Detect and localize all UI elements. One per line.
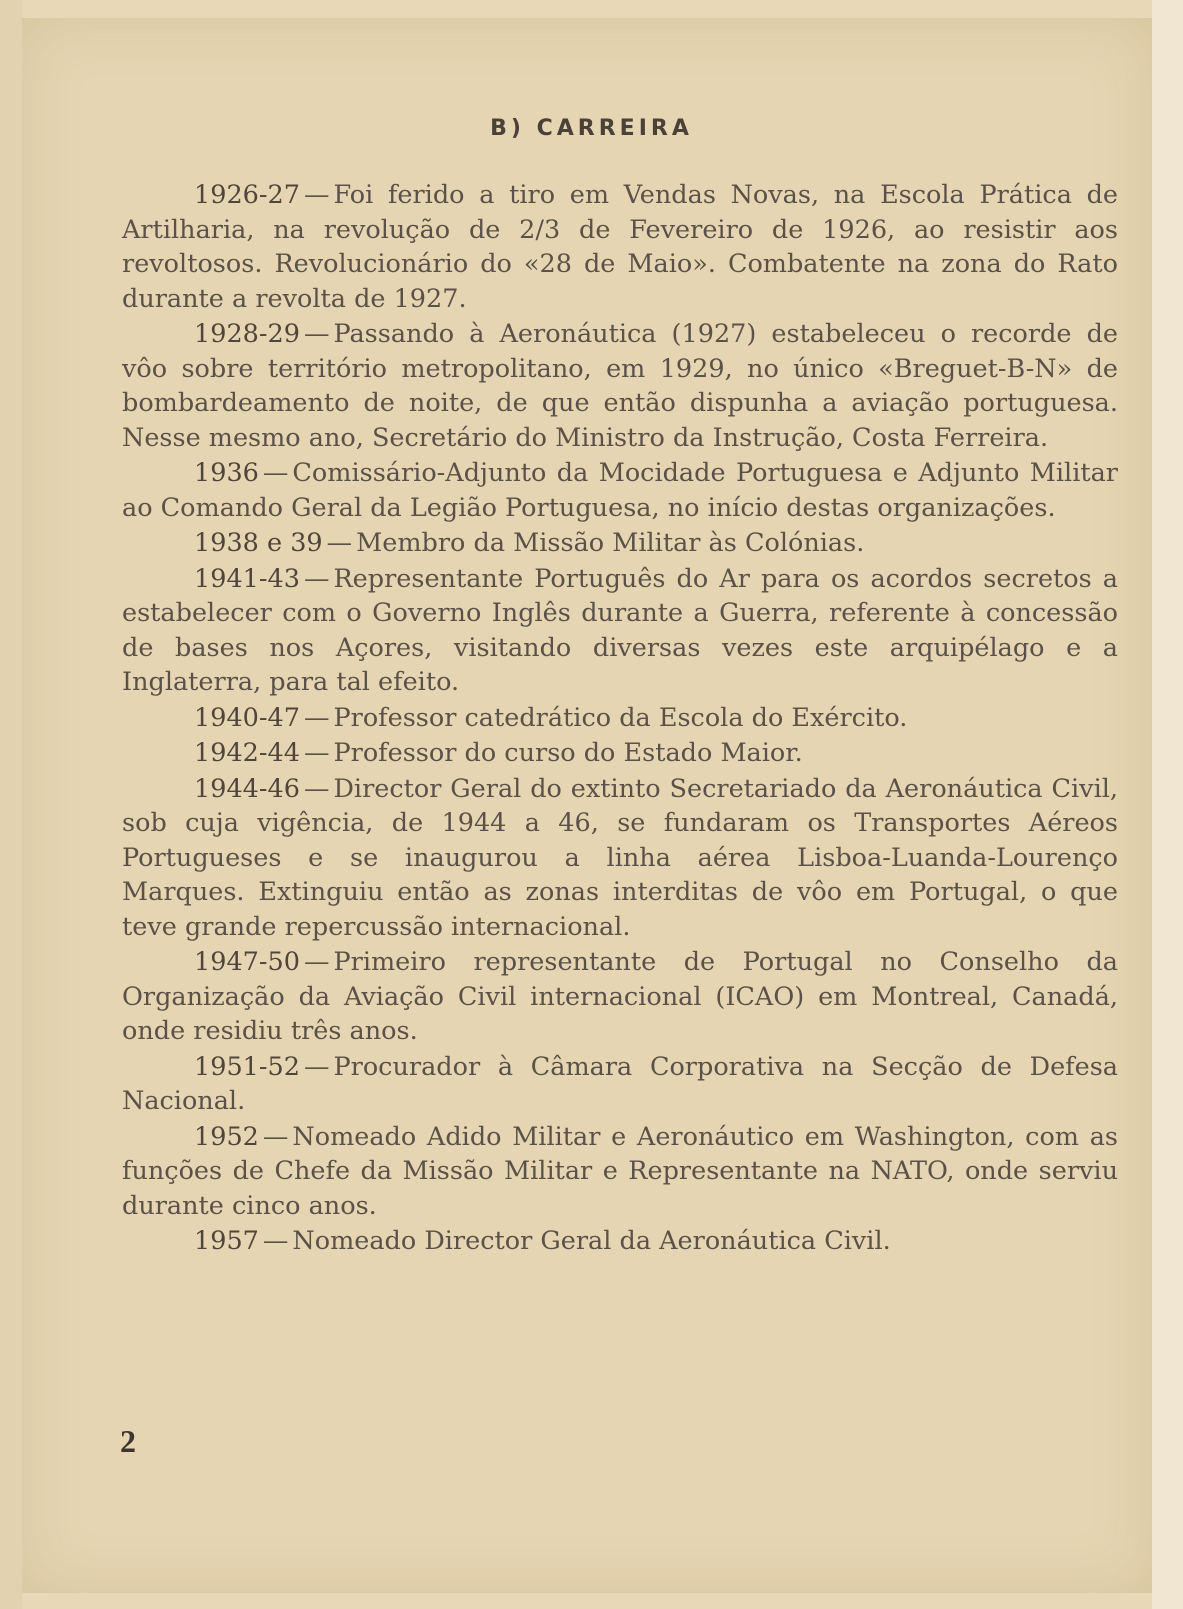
- entry-dash: —: [303, 773, 330, 804]
- entry-text: Nomeado Director Geral da Aeronáutica Civil.: [292, 1226, 891, 1256]
- entry-text: Procurador à Câmara Corporativa na Secção de Defesa Nacional.: [122, 1051, 1118, 1116]
- career-entry: [122, 1050, 1118, 1119]
- entry-date: 1940-47: [194, 702, 300, 733]
- entry-dash: —: [262, 1121, 289, 1152]
- page-right-margin: [1152, 0, 1183, 1609]
- entry-dash: —: [262, 458, 289, 488]
- entry-date: 1944-46: [194, 773, 300, 804]
- entry-date: 1938 e 39: [194, 528, 323, 558]
- career-entry: [122, 178, 1118, 316]
- page-left-margin: [0, 0, 22, 1609]
- entry-dash: —: [303, 180, 330, 210]
- career-entry: [122, 317, 1118, 455]
- entry-dash: —: [303, 1051, 330, 1082]
- entry-dash: —: [303, 738, 330, 768]
- page-number: 2: [120, 1423, 136, 1459]
- entry-dash: —: [303, 947, 330, 977]
- entry-text: Membro da Missão Militar às Colónias.: [356, 528, 865, 558]
- entry-text: Passando à Aeronáutica (1927) estabeleceu o recorde de vôo sobre território metropolitano, em 1929, no único «Breguet-B-N» de bombardeamento de noite, de que então dispunha a aviação portuguesa. Nesse mesmo ano, Secretário do Ministro da Instrução, Costa Ferreira.: [122, 319, 1118, 453]
- entry-text: Director Geral do extinto Secretariado da Aeronáutica Civil, sob cuja vigência, de 1944 a 46, se fundaram os Transportes Aéreos Portugueses e se inaugurou a linha aérea Lisboa-Luanda-Lourenço Marques. Extinguiu então as zonas interditas de vôo em Portugal, o que teve grande repercussão internacional.: [122, 773, 1118, 942]
- career-entry: [122, 701, 1118, 736]
- entry-text: Comissário-Adjunto da Mocidade Portuguesa e Adjunto Militar ao Comando Geral da Legião Portuguesa, no início destas organizações.: [122, 458, 1118, 523]
- entry-dash: —: [303, 702, 330, 733]
- entry-date: 1928-29: [194, 319, 300, 349]
- entry-text: Nomeado Adido Militar e Aeronáutico em Washington, com as funções de Chefe da Missão Militar e Representante na NATO, onde serviu durante cinco anos.: [122, 1121, 1118, 1221]
- career-entry: [122, 1224, 1118, 1259]
- entry-date: 1947-50: [194, 947, 300, 977]
- entry-date: 1936: [194, 458, 259, 488]
- entry-date: 1957: [194, 1226, 259, 1256]
- entry-date: 1952: [194, 1121, 259, 1152]
- entry-text: Professor catedrático da Escola do Exército.: [333, 702, 908, 733]
- entry-text: Foi ferido a tiro em Vendas Novas, na Escola Prática de Artilharia, na revolução de 2/3 de Fevereiro de 1926, ao resistir aos revoltosos. Revolucionário do «28 de Maio». Combatente na zona do Rato durante a revolta de 1927.: [122, 180, 1118, 314]
- entry-date: 1951-52: [194, 1051, 300, 1082]
- entry-dash: —: [303, 563, 330, 594]
- career-entry: [122, 736, 1118, 771]
- entry-dash: —: [326, 528, 353, 558]
- career-entry: [122, 526, 1118, 561]
- entry-date: 1941-43: [194, 563, 300, 594]
- entry-dash: —: [303, 319, 330, 349]
- entry-text: Professor do curso do Estado Maior.: [333, 738, 803, 768]
- career-entry: [122, 772, 1118, 945]
- section-heading: B) CARREIRA: [490, 116, 693, 141]
- entry-text: Primeiro representante de Portugal no Conselho da Organização da Aviação Civil internacional (ICAO) em Montreal, Canadá, onde residiu três anos.: [122, 947, 1118, 1046]
- entry-date: 1926-27: [194, 180, 300, 210]
- career-entry: [122, 945, 1118, 1049]
- career-entry: [122, 1120, 1118, 1224]
- entry-text: Representante Português do Ar para os acordos secretos a estabelecer com o Governo Inglês durante a Guerra, referente à concessão de bases nos Açores, visitando diversas vezes este arquipélago e a Inglaterra, para tal efeito.: [122, 563, 1118, 697]
- entry-dash: —: [262, 1226, 289, 1256]
- career-entry: [122, 456, 1118, 525]
- career-entry: [122, 562, 1118, 700]
- career-entries: [122, 178, 1118, 1260]
- entry-date: 1942-44: [194, 738, 300, 768]
